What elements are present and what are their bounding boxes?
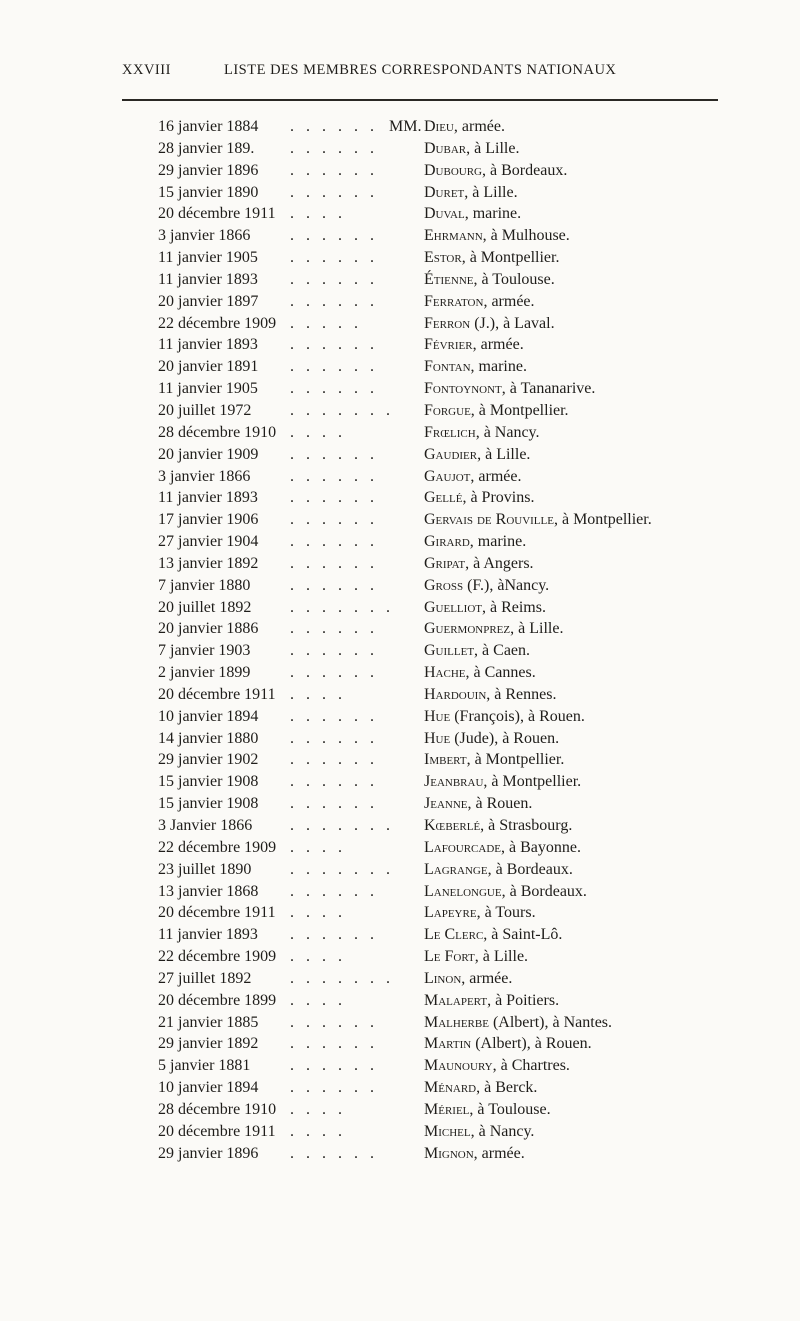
dot-leader: . . . . . . bbox=[290, 183, 378, 201]
entry-date: 11 janvier 1893 bbox=[158, 270, 258, 288]
member-surname: Jeanne bbox=[424, 795, 468, 813]
entry-date: 7 janvier 1903 bbox=[158, 642, 251, 660]
header-rule bbox=[122, 99, 718, 101]
list-item bbox=[0, 424, 800, 446]
member-detail: , à Bordeaux. bbox=[482, 161, 568, 179]
dot-leader: . . . . bbox=[290, 1122, 346, 1140]
member-name bbox=[424, 1145, 525, 1163]
member-surname: Hardouin bbox=[424, 685, 487, 703]
list-item bbox=[0, 730, 800, 752]
member-surname: Fontoynont bbox=[424, 380, 502, 398]
member-detail: , armée. bbox=[472, 336, 524, 354]
member-name bbox=[424, 708, 585, 726]
member-name bbox=[424, 1035, 592, 1053]
dot-leader: . . . . . . bbox=[290, 707, 378, 725]
entry-date: 10 janvier 1894 bbox=[158, 707, 259, 725]
member-surname: Lagrange bbox=[424, 860, 488, 878]
dot-leader: . . . . . . bbox=[290, 161, 378, 179]
list-item bbox=[0, 511, 800, 533]
member-name bbox=[424, 904, 536, 922]
entry-date: 29 janvier 1896 bbox=[158, 161, 259, 179]
entry-date: 28 décembre 1910 bbox=[158, 423, 277, 441]
entry-date: 29 janvier 1892 bbox=[158, 1035, 259, 1053]
member-name bbox=[424, 926, 562, 944]
entry-date: 22 décembre 1909 bbox=[158, 314, 277, 332]
list-item bbox=[0, 227, 800, 249]
member-surname: Hache bbox=[424, 664, 466, 682]
member-name bbox=[424, 817, 572, 835]
list-item bbox=[0, 970, 800, 992]
dot-leader: . . . . . . . bbox=[290, 598, 394, 616]
member-detail: , marine. bbox=[470, 358, 527, 376]
member-detail: , à Bordeaux. bbox=[501, 882, 587, 900]
honorific-prefix: MM. bbox=[389, 118, 422, 135]
dot-leader: . . . . . . bbox=[290, 664, 378, 682]
member-surname: Imbert bbox=[424, 751, 467, 769]
member-detail: , à Poitiers. bbox=[487, 991, 560, 1009]
member-name bbox=[424, 489, 534, 507]
dot-leader: . . . . . . bbox=[290, 533, 378, 551]
member-name bbox=[424, 468, 521, 486]
member-name bbox=[424, 751, 564, 769]
entry-date: 16 janvier 1884 bbox=[158, 118, 259, 135]
member-detail: (Albert), à Nantes. bbox=[488, 1013, 613, 1031]
member-detail: , à Tours. bbox=[476, 904, 536, 922]
entry-date: 3 janvier 1866 bbox=[158, 227, 251, 245]
member-detail: , marine. bbox=[469, 533, 527, 551]
entry-date: 17 janvier 1906 bbox=[158, 511, 259, 529]
member-detail: (François), à Rouen. bbox=[450, 707, 585, 725]
entry-date: 20 décembre 1899 bbox=[158, 991, 277, 1009]
member-surname: Le Fort bbox=[424, 948, 475, 966]
dot-leader: . . . . . . . bbox=[290, 969, 394, 987]
member-detail: (Jude), à Rouen. bbox=[450, 729, 560, 747]
list-item bbox=[0, 620, 800, 642]
member-detail: , à Lille. bbox=[466, 139, 520, 157]
member-surname: Maunoury bbox=[424, 1057, 493, 1075]
dot-leader: . . . . bbox=[290, 991, 346, 1009]
entry-date: 11 janvier 1893 bbox=[158, 489, 258, 507]
dot-leader: . . . . bbox=[290, 423, 346, 441]
dot-leader: . . . . . . bbox=[290, 554, 378, 572]
list-item bbox=[0, 249, 800, 271]
entry-date: 21 janvier 1885 bbox=[158, 1013, 259, 1031]
member-surname: Martin bbox=[424, 1035, 472, 1053]
entry-date: 15 janvier 1908 bbox=[158, 795, 259, 813]
member-surname: Gaudier bbox=[424, 445, 478, 463]
member-name bbox=[424, 249, 559, 267]
list-item bbox=[0, 380, 800, 402]
entry-date: 7 janvier 1880 bbox=[158, 576, 251, 594]
entry-date: 14 janvier 1880 bbox=[158, 729, 259, 747]
member-name bbox=[424, 1101, 551, 1119]
page-number: XXVIII bbox=[122, 62, 171, 78]
member-name bbox=[424, 620, 563, 638]
member-surname: Mignon bbox=[424, 1144, 474, 1162]
member-surname: Guermonprez bbox=[424, 620, 511, 638]
member-name bbox=[424, 948, 528, 966]
member-name bbox=[424, 184, 518, 202]
list-item bbox=[0, 1123, 800, 1145]
dot-leader: . . . . . . bbox=[290, 139, 378, 157]
dot-leader: . . . . . . bbox=[290, 642, 378, 660]
entry-date: 22 décembre 1909 bbox=[158, 838, 277, 856]
entry-date: 2 janvier 1899 bbox=[158, 664, 251, 682]
member-surname: Fontan bbox=[424, 358, 471, 376]
member-name bbox=[424, 533, 526, 551]
dot-leader: . . . . . . bbox=[290, 249, 378, 267]
list-item bbox=[0, 402, 800, 424]
member-detail: , à Angers. bbox=[465, 554, 534, 572]
member-surname: Gaujot bbox=[424, 467, 471, 485]
entry-date: 15 janvier 1890 bbox=[158, 183, 259, 201]
member-name bbox=[424, 555, 534, 573]
member-surname: Jeanbrau bbox=[424, 773, 484, 791]
member-surname: Forgue bbox=[424, 401, 471, 419]
member-name bbox=[424, 795, 532, 813]
member-detail: (F.), àNancy. bbox=[463, 576, 550, 594]
member-name bbox=[424, 118, 505, 136]
entry-date: 20 décembre 1911 bbox=[158, 685, 276, 703]
member-surname: Estor bbox=[424, 249, 462, 267]
list-item bbox=[0, 271, 800, 293]
dot-leader: . . . . . . . bbox=[290, 860, 394, 878]
member-surname: Guillet bbox=[424, 642, 475, 660]
member-detail: , marine. bbox=[464, 205, 522, 223]
list-item bbox=[0, 118, 800, 140]
dot-leader: . . . . . . bbox=[290, 1057, 378, 1075]
dot-leader: . . . . . . bbox=[290, 358, 378, 376]
entry-date: 11 janvier 1905 bbox=[158, 249, 258, 267]
list-item bbox=[0, 686, 800, 708]
entry-date: 11 janvier 1893 bbox=[158, 336, 258, 354]
member-surname: Ehrmann bbox=[424, 227, 483, 245]
dot-leader: . . . . . . . bbox=[290, 401, 394, 419]
member-detail: , à Cannes. bbox=[465, 664, 536, 682]
list-item bbox=[0, 795, 800, 817]
entry-date: 15 janvier 1908 bbox=[158, 773, 259, 791]
member-detail: , à Lille. bbox=[464, 183, 518, 201]
member-surname: Malapert bbox=[424, 991, 488, 1009]
entry-date: 20 janvier 1886 bbox=[158, 620, 259, 638]
member-surname: Lafourcade bbox=[424, 838, 502, 856]
list-item bbox=[0, 1079, 800, 1101]
list-item bbox=[0, 315, 800, 337]
entry-date: 20 janvier 1897 bbox=[158, 292, 259, 310]
list-item bbox=[0, 948, 800, 970]
member-surname: Girard bbox=[424, 533, 470, 551]
entry-date: 29 janvier 1896 bbox=[158, 1144, 259, 1162]
entry-date: 28 décembre 1910 bbox=[158, 1100, 277, 1118]
dot-leader: . . . . . . bbox=[290, 1035, 378, 1053]
dot-leader: . . . . . . . bbox=[290, 817, 394, 834]
member-surname: Lanelongue bbox=[424, 882, 502, 900]
member-name bbox=[424, 992, 559, 1010]
member-name bbox=[424, 227, 570, 245]
member-detail: (J.), à Laval. bbox=[470, 314, 555, 332]
member-name bbox=[424, 839, 581, 857]
dot-leader: . . . . . . bbox=[290, 751, 378, 769]
member-name bbox=[424, 642, 530, 660]
entry-date: 3 Janvier 1866 bbox=[158, 817, 253, 834]
member-surname: Linon bbox=[424, 969, 462, 987]
list-item bbox=[0, 533, 800, 555]
member-surname: Gervais de Rouville bbox=[424, 511, 554, 529]
dot-leader: . . . . . . bbox=[290, 729, 378, 747]
entry-date: 20 décembre 1911 bbox=[158, 1122, 276, 1140]
member-surname: Michel bbox=[424, 1122, 471, 1140]
list-item bbox=[0, 642, 800, 664]
list-item bbox=[0, 926, 800, 948]
dot-leader: . . . . . . bbox=[290, 292, 378, 310]
member-detail: , à Montpellier. bbox=[461, 249, 560, 267]
member-detail: , à Toulouse. bbox=[473, 270, 555, 288]
member-name bbox=[424, 293, 535, 311]
member-name bbox=[424, 336, 524, 354]
dot-leader: . . . . . . bbox=[290, 882, 378, 900]
dot-leader: . . . . . . bbox=[290, 227, 378, 245]
member-detail: , à Chartres. bbox=[492, 1057, 570, 1075]
entry-date: 23 juillet 1890 bbox=[158, 860, 252, 878]
member-name bbox=[424, 511, 652, 529]
member-surname: Le Clerc bbox=[424, 926, 484, 944]
member-surname: Gellé bbox=[424, 489, 463, 507]
member-surname: Dieu bbox=[424, 118, 454, 135]
member-surname: Kœberlé bbox=[424, 817, 481, 834]
list-item bbox=[0, 883, 800, 905]
member-detail: , à Bayonne. bbox=[501, 838, 581, 856]
member-detail: , à Montpellier. bbox=[470, 401, 569, 419]
member-detail: , à Berck. bbox=[476, 1079, 538, 1097]
list-item bbox=[0, 555, 800, 577]
member-detail: , armée. bbox=[453, 118, 505, 135]
list-item bbox=[0, 1035, 800, 1057]
dot-leader: . . . . bbox=[290, 1100, 346, 1118]
dot-leader: . . . . . . bbox=[290, 336, 378, 354]
member-detail: , armée. bbox=[461, 969, 513, 987]
member-surname: Dubar bbox=[424, 139, 467, 157]
page-title: LISTE DES MEMBRES CORRESPONDANTS NATIONAUX bbox=[224, 62, 617, 78]
dot-leader: . . . . . . bbox=[290, 795, 378, 813]
entry-date: 10 janvier 1894 bbox=[158, 1079, 259, 1097]
member-detail: , à Rouen. bbox=[467, 795, 533, 813]
member-surname: Étienne bbox=[424, 270, 474, 288]
list-item bbox=[0, 468, 800, 490]
entry-date: 28 janvier 189. bbox=[158, 139, 255, 157]
member-detail: , à Saint-Lô. bbox=[483, 926, 563, 944]
list-item bbox=[0, 708, 800, 730]
member-name bbox=[424, 162, 567, 180]
member-name bbox=[424, 1014, 612, 1032]
member-name bbox=[424, 730, 559, 748]
member-detail: , armée. bbox=[473, 1144, 525, 1162]
member-name bbox=[424, 380, 595, 398]
member-name bbox=[424, 402, 569, 420]
entry-date: 20 décembre 1911 bbox=[158, 205, 276, 223]
list-item bbox=[0, 336, 800, 358]
list-item bbox=[0, 599, 800, 621]
member-name bbox=[424, 686, 556, 704]
member-surname: Lapeyre bbox=[424, 904, 477, 922]
member-detail: , à Reims. bbox=[481, 598, 546, 616]
member-name bbox=[424, 424, 540, 442]
dot-leader: . . . . . . bbox=[290, 270, 378, 288]
list-item bbox=[0, 839, 800, 861]
entry-date: 13 janvier 1892 bbox=[158, 554, 259, 572]
member-surname: Ferraton bbox=[424, 292, 484, 310]
list-item bbox=[0, 861, 800, 883]
member-surname: Mériel bbox=[424, 1100, 470, 1118]
member-name bbox=[424, 970, 512, 988]
list-item bbox=[0, 358, 800, 380]
member-detail: , à Montpellier. bbox=[553, 511, 652, 529]
member-detail: , à Lille. bbox=[474, 948, 529, 966]
member-name bbox=[424, 205, 521, 223]
entry-date: 27 juillet 1892 bbox=[158, 969, 252, 987]
dot-leader: . . . . . . bbox=[290, 467, 378, 485]
list-item bbox=[0, 140, 800, 162]
list-item bbox=[0, 904, 800, 926]
member-name bbox=[424, 271, 555, 289]
entry-date: 20 janvier 1909 bbox=[158, 445, 259, 463]
member-surname: Février bbox=[424, 336, 473, 354]
member-detail: , à Caen. bbox=[474, 642, 531, 660]
dot-leader: . . . . . . bbox=[290, 118, 378, 135]
member-name bbox=[424, 883, 587, 901]
member-name bbox=[424, 1057, 570, 1075]
list-item bbox=[0, 446, 800, 468]
member-surname: Gross bbox=[424, 576, 464, 594]
dot-leader: . . . . bbox=[290, 948, 346, 966]
list-item bbox=[0, 1101, 800, 1123]
dot-leader: . . . . . . bbox=[290, 576, 378, 594]
member-detail: , à Montpellier. bbox=[466, 751, 565, 769]
member-surname: Ménard bbox=[424, 1079, 477, 1097]
member-surname: Gripat bbox=[424, 554, 466, 572]
member-name bbox=[424, 773, 581, 791]
list-item bbox=[0, 205, 800, 227]
member-name bbox=[424, 664, 536, 682]
dot-leader: . . . . bbox=[290, 685, 346, 703]
member-detail: , à Toulouse. bbox=[469, 1100, 551, 1118]
entry-date: 20 juillet 1892 bbox=[158, 598, 252, 616]
list-item bbox=[0, 162, 800, 184]
dot-leader: . . . . bbox=[290, 838, 346, 856]
list-item bbox=[0, 489, 800, 511]
list-item bbox=[0, 184, 800, 206]
entry-date: 5 janvier 1881 bbox=[158, 1057, 251, 1075]
member-surname: Duret bbox=[424, 183, 465, 201]
member-name bbox=[424, 315, 555, 333]
list-item bbox=[0, 664, 800, 686]
member-surname: Hue bbox=[424, 729, 451, 747]
dot-leader: . . . . . . bbox=[290, 1144, 378, 1162]
entry-date: 11 janvier 1893 bbox=[158, 926, 258, 944]
member-detail: , à Lille. bbox=[510, 620, 564, 638]
dot-leader: . . . . . . bbox=[290, 380, 378, 398]
member-name bbox=[424, 861, 573, 879]
member-list bbox=[0, 118, 800, 1167]
dot-leader: . . . . bbox=[290, 205, 346, 223]
list-item bbox=[0, 1145, 800, 1167]
entry-date: 11 janvier 1905 bbox=[158, 380, 258, 398]
entry-date: 3 janvier 1866 bbox=[158, 467, 251, 485]
member-surname: Malherbe bbox=[424, 1013, 489, 1031]
entry-date: 22 décembre 1909 bbox=[158, 948, 277, 966]
dot-leader: . . . . . . bbox=[290, 489, 378, 507]
member-surname: Frœlich bbox=[424, 423, 476, 441]
member-detail: , à Strasbourg. bbox=[480, 817, 573, 834]
list-item bbox=[0, 773, 800, 795]
list-item bbox=[0, 992, 800, 1014]
member-detail: , à Tananarive. bbox=[501, 380, 596, 398]
dot-leader: . . . . . . bbox=[290, 926, 378, 944]
member-surname: Ferron bbox=[424, 314, 471, 332]
dot-leader: . . . . . . bbox=[290, 1013, 378, 1031]
member-surname: Hue bbox=[424, 707, 451, 725]
member-detail: , à Mulhouse. bbox=[482, 227, 570, 245]
dot-leader: . . . . . . bbox=[290, 445, 378, 463]
dot-leader: . . . . . . bbox=[290, 1079, 378, 1097]
member-detail: (Albert), à Rouen. bbox=[471, 1035, 592, 1053]
member-detail: , à Lille. bbox=[477, 445, 531, 463]
member-name bbox=[424, 446, 530, 464]
member-detail: , à Nancy. bbox=[470, 1122, 535, 1140]
dot-leader: . . . . . . bbox=[290, 620, 378, 638]
list-item bbox=[0, 751, 800, 773]
entry-date: 13 janvier 1868 bbox=[158, 882, 259, 900]
member-detail: , armée. bbox=[470, 467, 522, 485]
member-name bbox=[424, 358, 527, 376]
member-detail: , armée. bbox=[483, 292, 535, 310]
member-detail: , à Nancy. bbox=[475, 423, 540, 441]
list-item bbox=[0, 577, 800, 599]
dot-leader: . . . . . . bbox=[290, 511, 378, 529]
member-detail: , à Bordeaux. bbox=[487, 860, 573, 878]
entry-date: 29 janvier 1902 bbox=[158, 751, 259, 769]
dot-leader: . . . . bbox=[290, 904, 346, 922]
member-name bbox=[424, 1079, 537, 1097]
entry-date: 20 juillet 1972 bbox=[158, 401, 252, 419]
dot-leader: . . . . . bbox=[290, 314, 362, 332]
member-name bbox=[424, 577, 549, 595]
member-detail: , à Rennes. bbox=[486, 685, 557, 703]
member-name bbox=[424, 1123, 534, 1141]
member-surname: Guelliot bbox=[424, 598, 482, 616]
entry-date: 20 janvier 1891 bbox=[158, 358, 259, 376]
member-surname: Dubourg bbox=[424, 161, 483, 179]
member-surname: Duval bbox=[424, 205, 465, 223]
member-name bbox=[424, 599, 546, 617]
member-detail: , à Provins. bbox=[462, 489, 535, 507]
entry-date: 27 janvier 1904 bbox=[158, 533, 259, 551]
member-detail: , à Montpellier. bbox=[483, 773, 582, 791]
list-item bbox=[0, 293, 800, 315]
list-item bbox=[0, 1057, 800, 1079]
list-item bbox=[0, 817, 800, 839]
dot-leader: . . . . . . bbox=[290, 773, 378, 791]
list-item bbox=[0, 1014, 800, 1036]
member-name bbox=[424, 140, 519, 158]
entry-date: 20 décembre 1911 bbox=[158, 904, 276, 922]
